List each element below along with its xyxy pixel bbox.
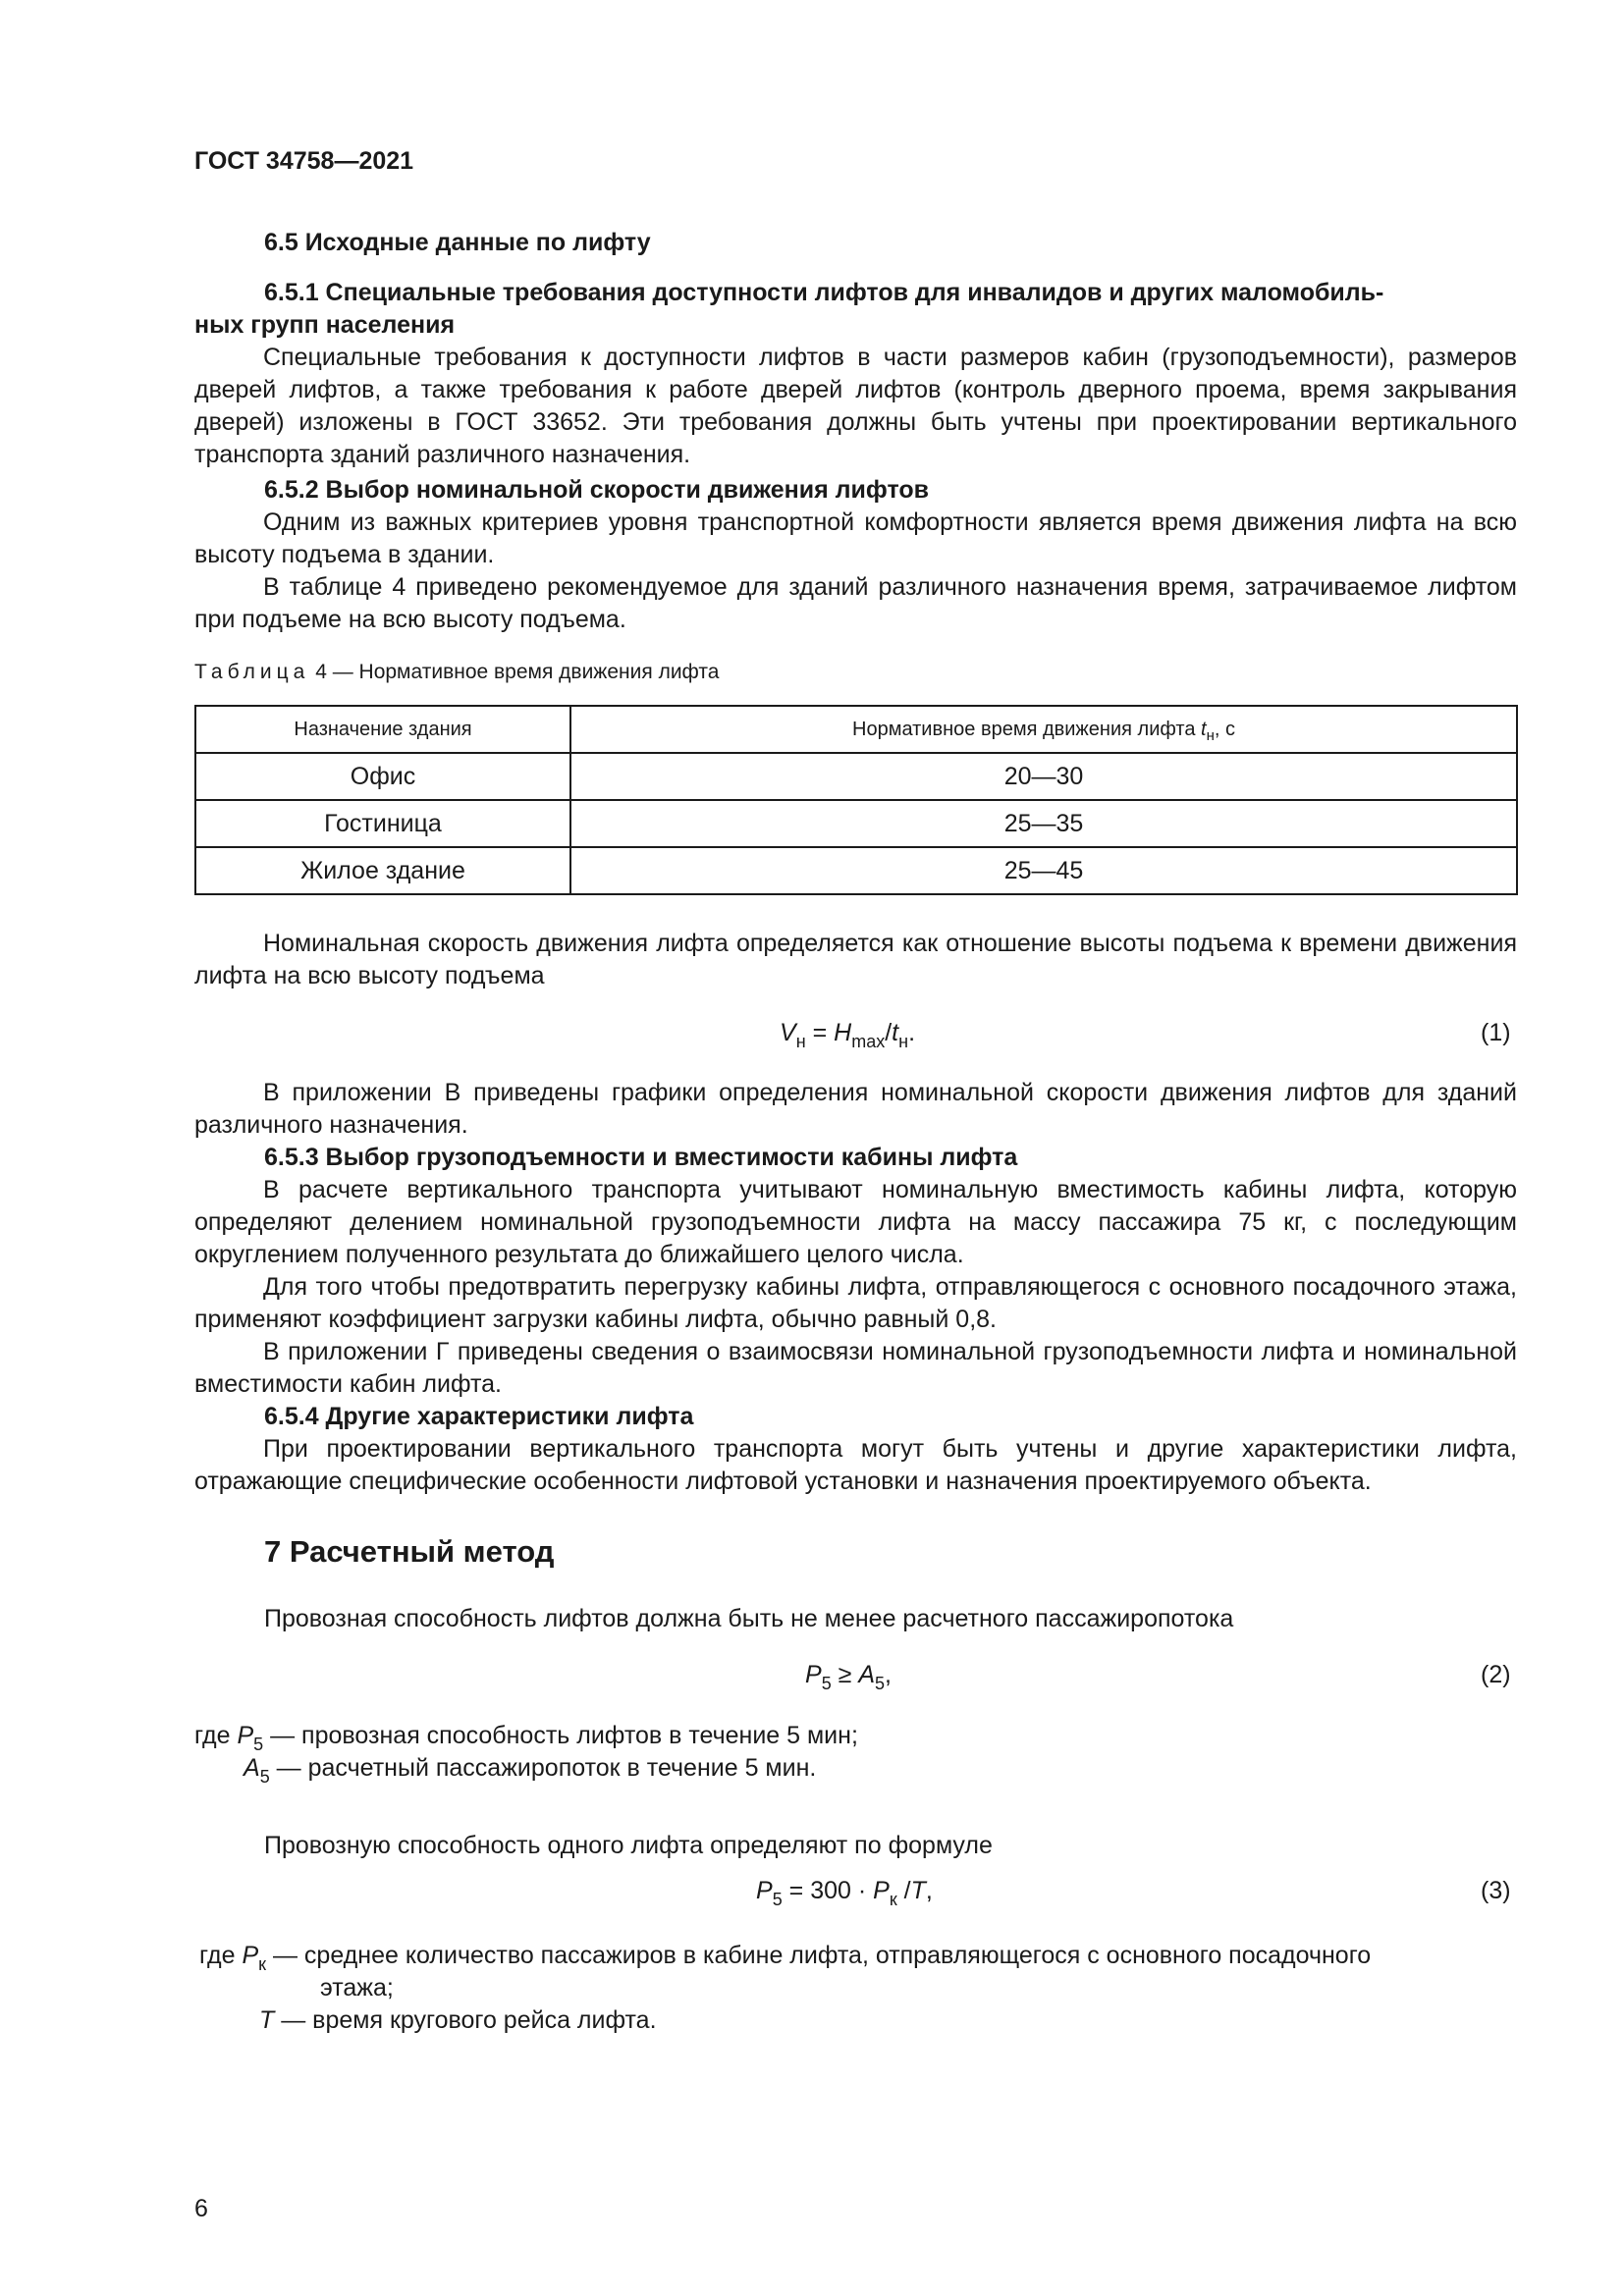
section-6-5-1-title-line2: ных групп населения [194,311,456,339]
section-6-5-title: 6.5 Исходные данные по лифту [264,229,651,256]
section-6-5-1-title-line1: 6.5.1 Специальные требования доступности лифтов для инвалидов и других маломобиль- [264,279,1384,306]
table-caption-text: 4 — Нормативное время движения лифта [315,661,720,683]
page-number: 6 [194,2195,208,2222]
section-7-title: 7 Расчетный метод [264,1534,555,1569]
formula-2: $P_5 \ge A_5$, [805,1661,892,1693]
section-6-5-3-para1: В расчете вертикального транспорта учитывают номинальную вместимость кабины лифта, которую определяют делением номинальной грузоподъемности лифта на массу пассажира 75 кг, с последующим округлением полученного результата до ближайшего целого числа. [194,1176,1517,1268]
speed-definition-para: Номинальная скорость движения лифта определяется как отношение высоты подъема к времени движения лифта на всю высоту подъема [194,930,1517,989]
formula-1: $V_н = H_{max}/t_н$. [780,1019,916,1051]
where-p5: где $P_5$ — провозная способность лифтов в течение 5 мин; [194,1722,858,1754]
section-6-5-1-body: Специальные требования к доступности лифтов в части размеров кабин (грузоподъемности), размеров дверей лифтов, а также требования к работе дверей лифтов (контроль дверного проема, время закрывания дверей) изложены в ГОСТ 33652. Эти требования должны быть учтены при проектировании вертикального транспорта зданий различного назначения. [194,344,1517,468]
section-6-5-2-title: 6.5.2 Выбор номинальной скорости движения лифтов [264,476,930,504]
table-cell-time: 25—45 [570,847,1517,894]
section-6-5-3-para3: В приложении Г приведены сведения о взаимосвязи номинальной грузоподъемности лифта и номинальной вместимости кабин лифта. [194,1338,1517,1398]
formula-1-number: (1) [1481,1019,1511,1046]
table-4 [194,705,1518,895]
section-6-5-3-title: 6.5.3 Выбор грузоподъемности и вместимости кабины лифта [264,1144,1018,1171]
appendix-b-para: В приложении В приведены графики определения номинальной скорости движения лифтов для зданий различного назначения. [194,1079,1517,1139]
table-cell-time: 25—35 [570,800,1517,847]
where-t: T — время кругового рейса лифта. [259,2006,657,2034]
table-cell-time: 20—30 [570,753,1517,800]
table-caption-label: Таблица [194,661,310,683]
section-6-5-4-title: 6.5.4 Другие характеристики лифта [264,1403,694,1430]
table-header-time: Нормативное время движения лифта $t_н$, с [570,706,1517,753]
document-header: ГОСТ 34758—2021 [194,147,414,175]
section-7-para2: Провозную способность одного лифта определяют по формуле [264,1832,993,1859]
section-7-para1: Провозная способность лифтов должна быть не менее расчетного пассажиропотока [264,1605,1234,1632]
where-pk-continuation: этажа; [320,1974,394,2002]
table-cell-building: Гостиница [195,800,570,847]
formula-3: $P_5 = 300 \cdot P_к$ /T, [756,1877,933,1909]
where-a5: $A_5$ — расчетный пассажиропоток в течение 5 мин. [244,1754,817,1787]
table-row [195,800,1517,847]
formula-2-number: (2) [1481,1661,1511,1688]
table-cell-building: Жилое здание [195,847,570,894]
table-row [195,753,1517,800]
formula-3-number: (3) [1481,1877,1511,1904]
table-cell-building: Офис [195,753,570,800]
section-6-5-2-para1: Одним из важных критериев уровня транспортной комфортности является время движения лифта на всю высоту подъема в здании. [194,508,1517,568]
table-4-caption [194,661,719,684]
section-6-5-3-para2: Для того чтобы предотвратить перегрузку кабины лифта, отправляющегося с основного посадочного этажа, применяют коэффициент загрузки кабины лифта, обычно равный 0,8. [194,1273,1517,1333]
table-header-building: Назначение здания [195,706,570,753]
table-row [195,847,1517,894]
where-pk: где $P_к$ — среднее количество пассажиров в кабине лифта, отправляющегося с основного посадочного [199,1942,1372,1974]
table-header-row [195,706,1517,753]
section-6-5-4-body: При проектировании вертикального транспорта могут быть учтены и другие характеристики лифта, отражающие специфические особенности лифтовой установки и назначения проектируемого объекта. [194,1435,1517,1495]
section-6-5-2-para2: В таблице 4 приведено рекомендуемое для зданий различного назначения время, затрачиваемое лифтом при подъеме на всю высоту подъема. [194,573,1517,633]
